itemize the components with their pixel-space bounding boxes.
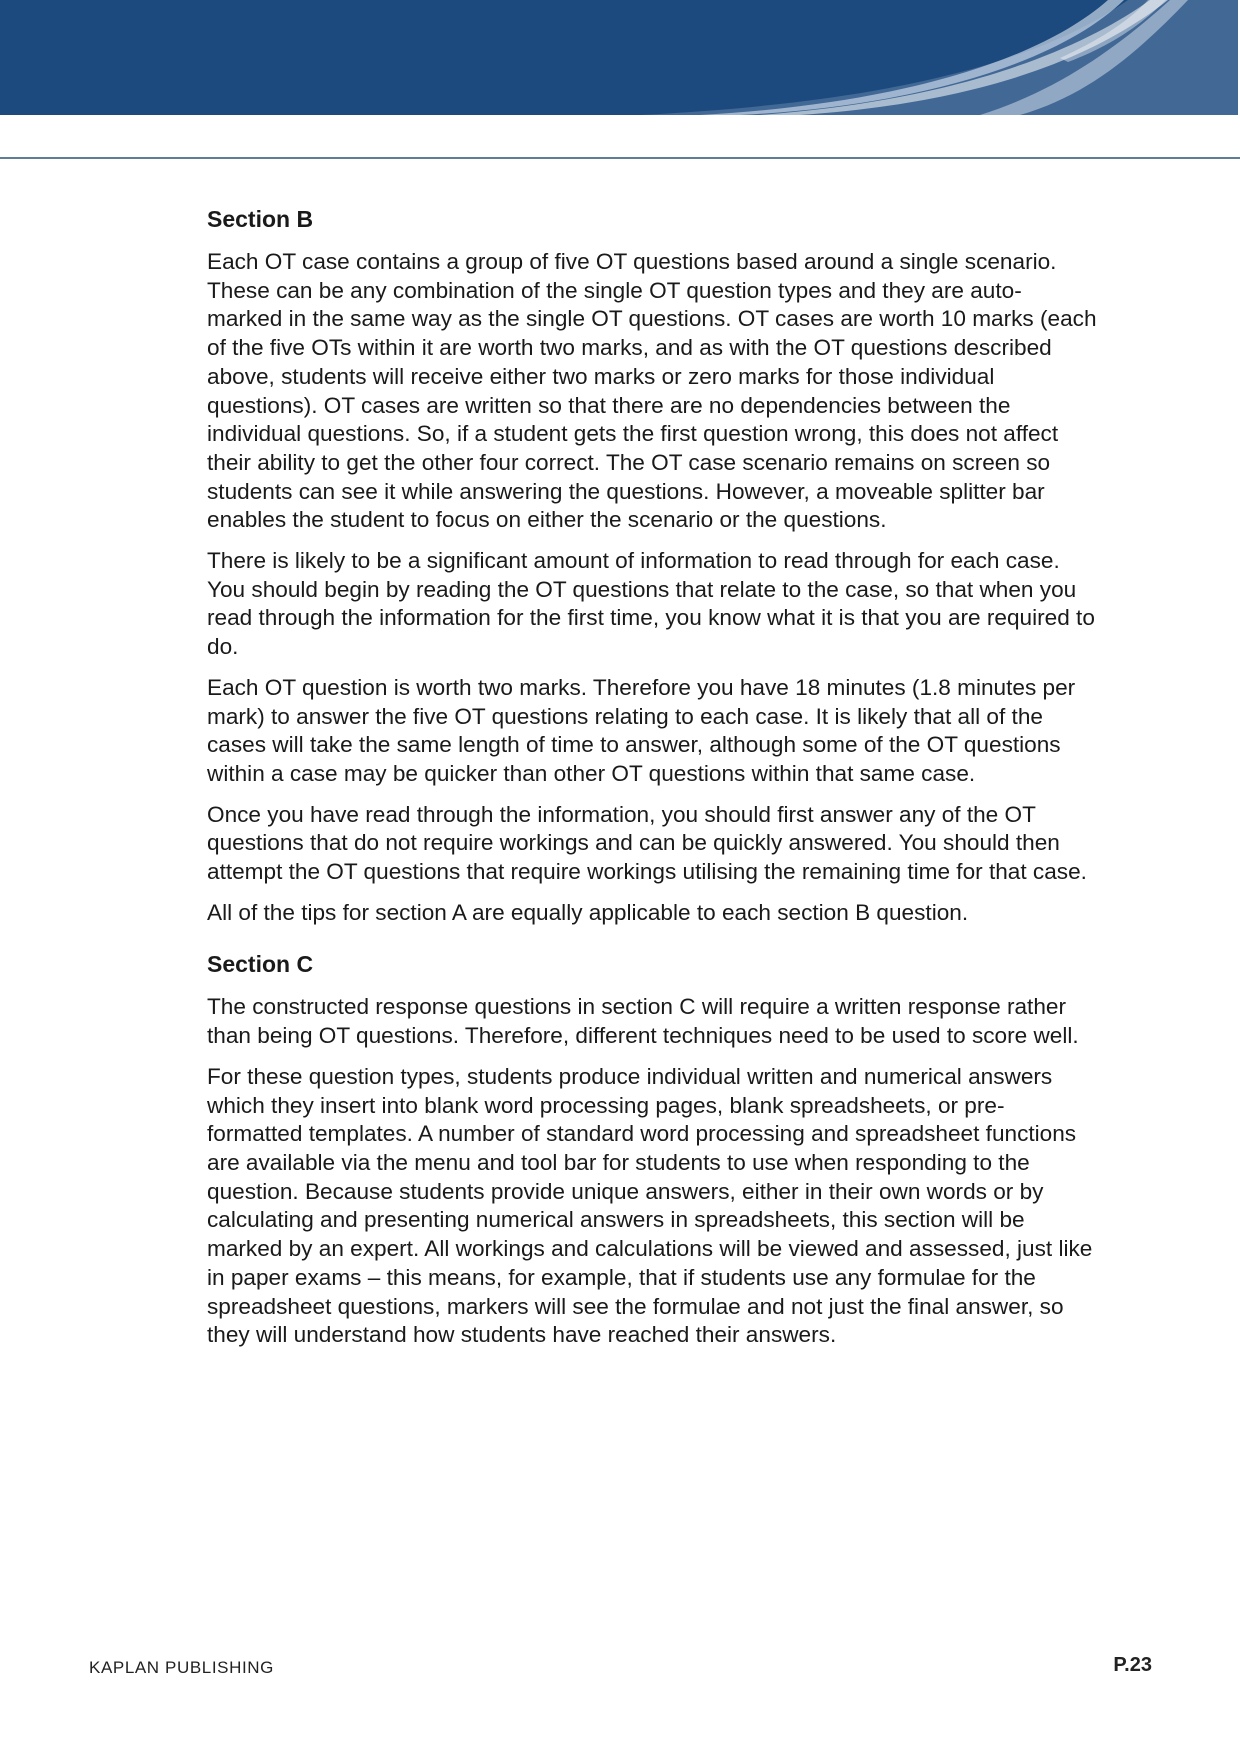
section-b-paragraph: All of the tips for section A are equally applicable to each section B question. bbox=[207, 899, 969, 925]
section-c-paragraph: For these question types, students produce individual written and numerical answers which they insert into blank word processing pages, blank spreadsheets, or pre-formatted templates. A number of standard word processing and spreadsheet functions are available via the menu and tool bar for students to use when responding to the question. Because students provide unique answers, either in their own words or by calculating and presenting numerical answers in spreadsheets, this section will be marked by an expert. All workings and calculations will be viewed and assessed, just like in paper exams – this means, for example, that if students use any formulae for the spreadsheet questions, markers will see the formulae and not just the final answer, so they will understand how students have reached their answers. bbox=[207, 1063, 1093, 1348]
section-b-heading: Section B bbox=[207, 206, 314, 232]
section-b-paragraph: There is likely to be a significant amount of information to read through for each case. You should begin by reading the OT questions that relate to the case, so that when you read through the information for the first time, you know what it is that you are required to do. bbox=[207, 548, 1095, 660]
header-rule bbox=[0, 157, 1240, 159]
header-banner bbox=[0, 0, 1240, 115]
footer-page-number: P.23 bbox=[1113, 1654, 1152, 1676]
main-content bbox=[207, 204, 1097, 1362]
header-swoosh-graphic bbox=[0, 0, 1240, 115]
section-c-heading: Section C bbox=[207, 951, 314, 978]
section-b-paragraph: Each OT question is worth two marks. Therefore you have 18 minutes (1.8 minutes per mark) to answer the five OT questions relating to each case. It is likely that all of the cases will take the same length of time to answer, although some of the OT questions within a case may be quicker than other OT questions within that same case. bbox=[207, 674, 1076, 786]
footer-publisher: KAPLAN PUBLISHING bbox=[89, 1658, 274, 1677]
section-b-paragraph: Each OT case contains a group of five OT questions based around a single scenario. These can be any combination of the single OT question types and they are auto-marked in the same way as the single OT questions. OT cases are worth 10 marks (each of the five OTs within it are worth two marks, and as with the OT questions described above, students will receive either two marks or zero marks for those individual questions). OT cases are written so that there are no dependencies between the individual questions. So, if a student gets the first question wrong, this does not affect their ability to get the other four correct. The OT case scenario remains on screen so students can see it while answering the questions. However, a moveable splitter bar enables the student to focus on either the scenario or the questions. bbox=[207, 249, 1097, 533]
section-b-paragraph: Once you have read through the information, you should first answer any of the OT questions that do not require workings and can be quickly answered. You should then attempt the OT questions that require workings utilising the remaining time for that case. bbox=[207, 801, 1087, 885]
section-c-paragraph: The constructed response questions in section C will require a written response rather than being OT questions. Therefore, different techniques need to be used to score well. bbox=[207, 994, 1079, 1049]
